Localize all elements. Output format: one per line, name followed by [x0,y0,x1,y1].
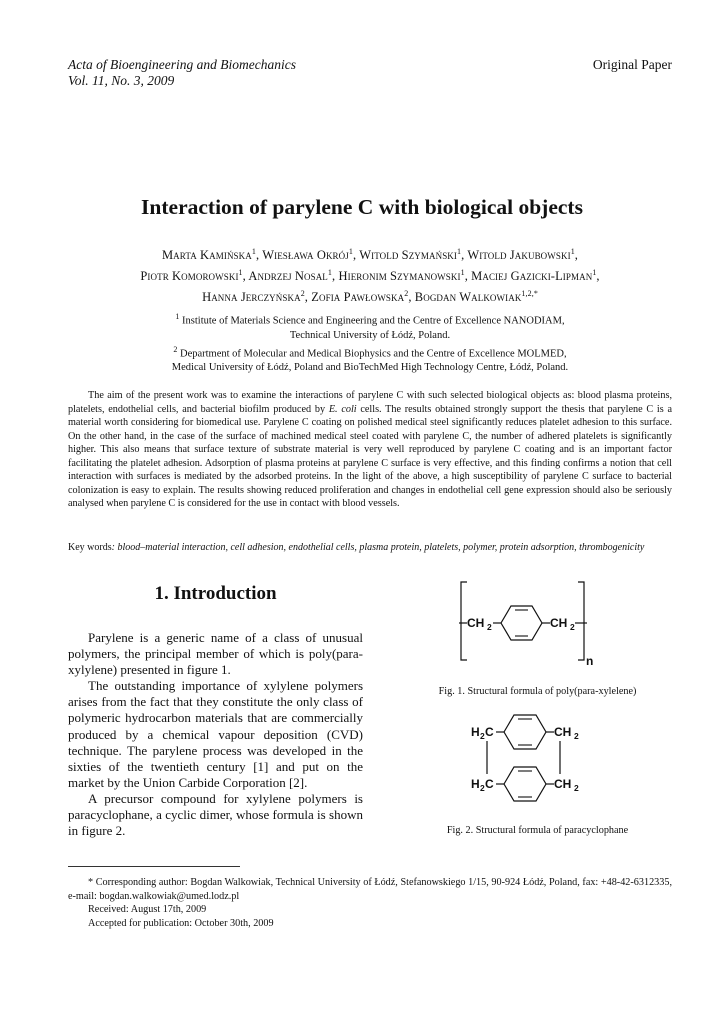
ch-right-sub: 2 [570,622,575,632]
author-name: Wiesława Okrój [262,248,349,263]
paragraph: Parylene is a generic name of a class of unusual polymers, the principal member of which is poly(para-xylylene) presented in figure 1. [68,630,363,678]
paper-type: Original Paper [592,57,672,72]
section-heading: 1. Introduction [154,583,277,604]
keywords-label: Key words [68,542,112,553]
journal-name: Acta of Bioengineering and Biomechanics [68,57,296,72]
introduction-text [68,630,363,839]
affiliation-mark: 1 [175,312,180,321]
h-label: H [471,725,480,739]
poly-para-xylylene-formula [405,580,670,675]
author-name: Maciej Gazicki-Lipman [471,269,593,284]
affiliation-mark: 2 [173,344,178,354]
abstract [68,389,672,511]
received-date: Received: August 17th, 2009 [88,904,207,915]
affiliations [80,310,660,375]
author-name: Witold Jakubowski [467,248,571,263]
affiliation-line [80,310,660,329]
journal-volume: Vol. 11, No. 3, 2009 [68,73,175,88]
author-name: Hieronim Szymanowski [338,269,461,284]
keywords [68,542,678,553]
benzene-ring-lower [504,767,546,801]
ch-right-label: CH [550,616,568,630]
repeat-n-label: n [586,654,594,668]
footnote-rule [68,866,240,867]
author-line: Marta Kamińska$^1$, Wiesława Okrój$^1$, Witold Szymański$^1$, Witold Jakubowski$^1$, [161,247,579,263]
author-affiliation-mark: 1 [327,268,333,278]
h-label: H [471,777,480,791]
author-affiliation-mark: 1 [251,247,256,256]
author-line: Hanna Jerczyńska$^2$, Zofia Pawłowska$^2$, Bogdan Walkowiak$^{1,2,*}$ [202,289,538,305]
affiliation-line [80,343,660,362]
author-affiliation-mark: 1 [348,247,353,256]
author-name: Hanna Jerczyńska [202,290,301,305]
paragraph: The outstanding importance of xylylene polymers arises from the fact that they constitute the only class of polymeric hydrocarbon materials that are commercially produced by a chemical vapour deposition (CVD) technique. The parylene process was developed in the sixties of the twentieth century [1] and put on the market by the Union Carbide Corporation [2]. [68,678,363,790]
paragraph: A precursor compound for xylylene polymers is paracyclophane, a cyclic dimer, whose formula is shown in figure 2. [68,790,363,839]
corresponding-author: * Corresponding author: Bogdan Walkowiak, Technical University of Łódź, Stefanowskiego 1/15, 90-924 Łódź, Poland, fax: +48-42-6312335, e-mail: bogdan.walkowiak@umed.lodz.pl [68,877,672,902]
author-affiliation-mark: 1 [592,268,597,278]
author-name: Witold Szymański [359,248,458,263]
author-affiliation-mark: 2 [300,289,305,299]
author-affiliation-mark: 1 [457,247,462,256]
ch-sub: 2 [574,731,579,741]
figure-2 [405,712,670,836]
accepted-date: Accepted for publication: October 30th, 2009 [88,917,274,929]
abstract-text: cells. The results obtained strongly support the thesis that parylene C is a material worth considering for biomedical use. Parylene C coating on polished medical steel significantly reduces platelet adhesion to this surface. On the other hand, in the case of the surface of machined medical steel coated with parylene C, the number of adhered platelets is significantly higher. This also means that surface texture of substrate material is very well reproduced by parylene C coating and is an important factor facilitating the platelet adhesion. Adsorption of plasma proteins at parylene C surface is very effective, and this finding confirms a notion that cell interaction with surfaces is mediated by the adsorbed proteins. In the light of the above, a high susceptibility of parylene C surface to bacterial colonization is easy to explain. The results showing reduced proliferation and changes in endothelial cell gene expression should also be seriously analysed when parylene C is considered for the use in contact with blood vessels. [68,403,672,510]
author-name: Piotr Komorowski [140,269,239,284]
benzene-ring-upper [504,715,546,749]
author-affiliation-mark: 2 [404,289,409,299]
keywords-text: : blood–material interaction, cell adhesion, endothelial cells, plasma protein, platelets, polymer, protein adsorption, thrombogenicity [111,542,645,553]
author-affiliation-mark: 1 [570,247,575,256]
author-line: Piotr Komorowski$^1$, Andrzej Nosal$^1$, Hieronim Szymanowski$^1$, Maciej Gazicki-Lipman$^1$, [140,268,600,284]
h-sub: 2 [480,731,485,741]
ch-label: CH [554,777,572,791]
affiliation-line: Medical University of Łódź, Poland and BioTechMed High Technology Centre, Łódź, Poland. [171,362,569,373]
ch-label: CH [554,725,572,739]
ch-sub: 2 [574,783,579,793]
author-affiliation-mark: 1,2,* [521,289,538,299]
paper-title: Interaction of parylene C with biological objects [141,195,583,219]
author-name: Andrzej Nosal [248,269,328,284]
author-name: Bogdan Walkowiak [414,290,522,305]
c-label: C [485,725,494,739]
author-affiliation-mark: 1 [238,268,243,278]
h-sub: 2 [480,783,485,793]
journal-header [68,57,296,89]
author-list [60,243,680,306]
author-name: Zofia Pawłowska [311,290,405,305]
ch-left-sub: 2 [487,622,492,632]
affiliation-text: Department of Molecular and Medical Biophysics and the Centre of Excellence MOLMED, [179,348,567,359]
author-affiliation-mark: 1 [460,268,465,278]
figure-2-caption: Fig. 2. Structural formula of paracyclophane [446,825,629,836]
figure-1-caption: Fig. 1. Structural formula of poly(para-xylelene) [438,686,637,697]
right-bracket [578,582,584,660]
c-label: C [485,777,494,791]
figure-1 [405,580,670,697]
affiliation-text: Institute of Materials Science and Engineering and the Centre of Excellence NANODIAM, [182,315,565,327]
abstract-organism: E. coli [328,403,357,415]
footnote [68,876,672,930]
author-name: Marta Kamińska [161,248,252,263]
benzene-ring [501,606,542,640]
ch-left-label: CH [467,616,485,630]
abstract-text: The aim of the present work was to examine the interactions of parylene C with such selected biological objects as: blood plasma proteins, platelets, endothelial cells, and bacterial biofilm produced by [68,390,672,415]
paracyclophane-formula [405,712,670,808]
affiliation-line: Technical University of Łódź, Poland. [289,329,451,341]
